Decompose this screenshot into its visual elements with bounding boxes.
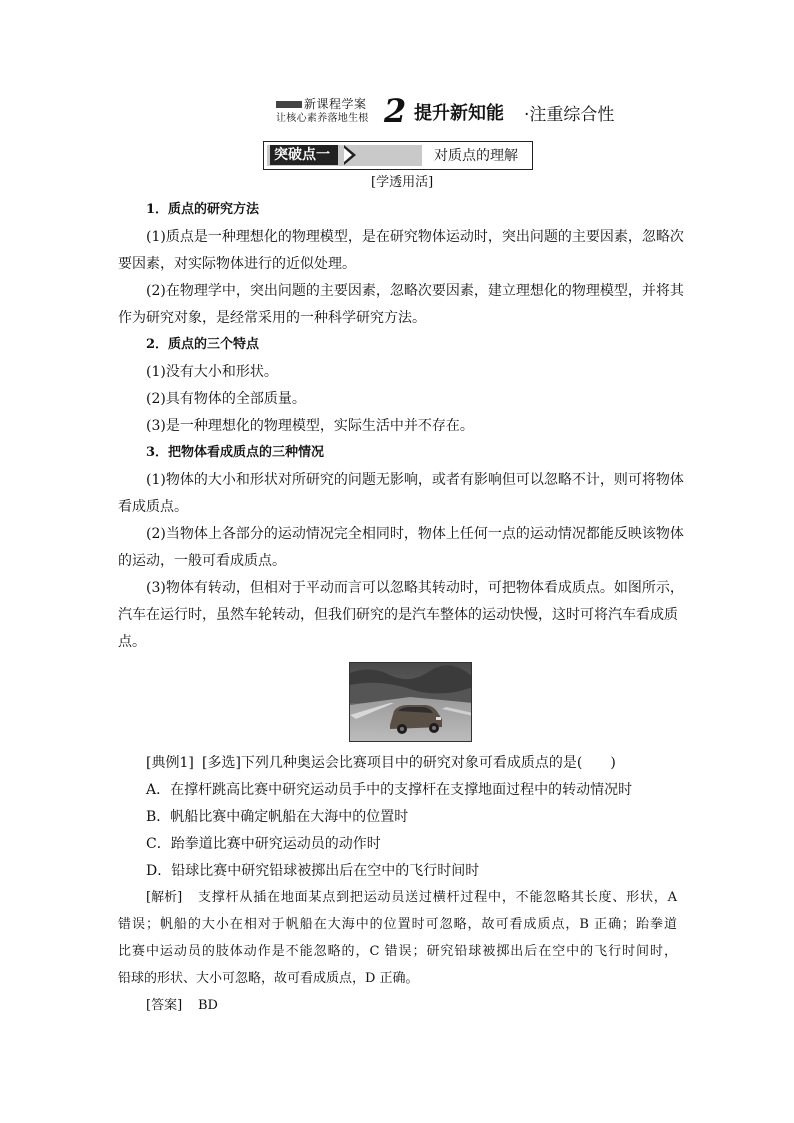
analysis-tag: [解析]: [146, 890, 183, 905]
car-on-road-photo: [349, 662, 472, 742]
s3-p3-line2: 汽车在运行时，虽然车轮转动，但我们研究的是汽车整体的运动快慢，这时可将汽车看成质: [118, 607, 678, 623]
chapter-number: 2: [384, 92, 407, 130]
example-question: [多选]下列几种奥运会比赛项目中的研究对象可看成质点的是( ): [202, 755, 616, 771]
analysis-line4: 铅球的形状、大小可忽略，故可看成质点，D 正确。: [118, 971, 419, 986]
analysis-line3: 比赛中运动员的肢体动作是不能忽略的，C 错误；研究铅球被掷出后在空中的飞行时间时，: [118, 944, 677, 959]
s2-item-1: (1)没有大小和形状。: [146, 364, 278, 380]
analysis-line2: 错误；帆船的大小在相对于帆船在大海中的位置时可忽略，故可看成质点，B 正确；跆拳道: [118, 917, 677, 932]
section-3-heading: 3．把物体看成质点的三种情况: [146, 445, 325, 460]
s1-p2-line2: 作为研究对象，是经常采用的一种科学研究方法。: [118, 310, 426, 326]
s3-p3-line3: 点。: [118, 634, 146, 650]
breakpoint-title: 对质点的理解: [434, 148, 518, 164]
section-label: [学透用活]: [371, 175, 434, 190]
breakpoint-tag: 突破点一: [270, 145, 338, 165]
series-name: 新课程学案: [304, 97, 367, 111]
chapter-subtitle: ·注重综合性: [524, 105, 615, 125]
s1-p1-line2: 要因素，对实际物体进行的近似处理。: [118, 256, 356, 272]
option-d: D．铅球比赛中研究铅球被掷出后在空中的飞行时间时: [146, 863, 480, 879]
breakpoint-box: [263, 141, 533, 170]
series-slogan: 让核心素养落地生根: [276, 113, 369, 124]
section-1-heading: 1．质点的研究方法: [146, 202, 260, 217]
section-2-heading: 2．质点的三个特点: [146, 337, 260, 352]
s1-p2-line1: (2)在物理学中，突出问题的主要因素，忽略次要因素，建立理想化的物理模型，并将其: [146, 283, 684, 299]
chapter-title: 提升新知能: [414, 103, 504, 124]
s2-item-3: (3)是一种理想化的物理模型，实际生活中并不存在。: [146, 418, 474, 434]
option-a: A．在撑杆跳高比赛中研究运动员手中的支撑杆在支撑地面过程中的转动情况时: [146, 782, 633, 798]
example-tag: [典例1]: [146, 755, 194, 771]
s3-p2-line2: 的运动，一般可看成质点。: [118, 553, 286, 569]
header-bar-decoration: [276, 101, 302, 108]
answer-tag: [答案]: [146, 998, 183, 1013]
option-b: B．帆船比赛中确定帆船在大海中的位置时: [146, 809, 409, 825]
s3-p1-line1: (1)物体的大小和形状对所研究的问题无影响，或者有影响但可以忽略不计，则可将物体: [146, 472, 684, 488]
s3-p2-line1: (2)当物体上各部分的运动情况完全相同时，物体上任何一点的运动情况都能反映该物体: [146, 526, 684, 542]
answer-value: BD: [198, 998, 218, 1013]
chapter-header: [276, 92, 676, 132]
arrow-inner-decoration: [344, 148, 352, 162]
s3-p3-line1: (3)物体有转动，但相对于平动而言可以忽略其转动时，可把物体看成质点。如图所示，: [146, 580, 684, 596]
car-on-road-illustration: [350, 663, 472, 742]
s2-item-2: (2)具有物体的全部质量。: [146, 391, 306, 407]
option-c: C．跆拳道比赛中研究运动员的动作时: [146, 836, 381, 852]
s3-p1-line2: 看成质点。: [118, 499, 188, 515]
s1-p1-line1: (1)质点是一种理想化的物理模型，是在研究物体运动时，突出问题的主要因素，忽略次: [146, 229, 684, 245]
analysis-line1: 支撑杆从插在地面某点到把运动员送过横杆过程中，不能忽略其长度、形状，A: [198, 890, 677, 905]
